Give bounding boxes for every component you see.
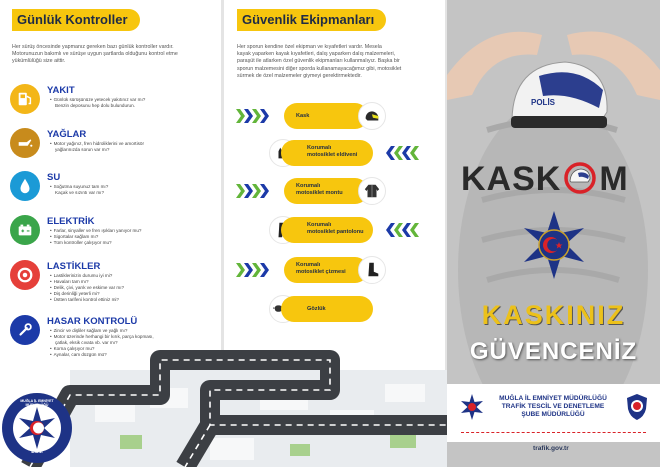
intro-line: paraşüt ile atlarken özel güvenlik ekipmanları kullanmalıyız. Başka bir	[237, 58, 400, 65]
directorate-line: TRAFİK TESCİL VE DENETLEME	[501, 403, 605, 411]
check-title: HASAR KONTROLÜ	[47, 316, 138, 327]
equipment-label	[296, 183, 343, 197]
check-line: • Soğutma suyunuz tam mı?	[55, 184, 108, 190]
check-line: • Zincir ve dişliler sağlam ve yağlı mı?	[55, 328, 154, 334]
check-line: • Lastiklerinizin durumu iyi mi?	[55, 273, 124, 279]
check-line: yağlarınızda sorun var mı?	[55, 146, 110, 152]
badge-abbr: EGM	[31, 449, 43, 455]
equipment-label-line: motosiklet montu	[296, 190, 343, 196]
equipment-goggles	[269, 296, 431, 322]
section-title-daily-checks: Günlük Kontroller	[12, 9, 140, 31]
kaskom-logo	[461, 160, 629, 199]
equipment-gloves	[269, 140, 431, 166]
check-line: • Üstten tarifeni kontrol ettiniz mi?	[55, 297, 124, 303]
helmet-label: POLİS	[531, 98, 556, 107]
chevron-arrows-icon	[236, 109, 268, 123]
equipment-jacket	[236, 178, 386, 204]
helmet-icon	[358, 102, 386, 130]
check-item-tires	[10, 260, 215, 312]
logo-text-right: M	[599, 160, 629, 198]
directorate-line: ŞUBE MÜDÜRLÜĞÜ	[521, 411, 585, 419]
chevron-arrows-icon	[236, 184, 268, 198]
check-line: • Havaları tam mı?	[55, 279, 124, 285]
equipment-label-line: Korumalı	[307, 222, 332, 228]
check-line: • Delik, çivi, yarık ve eskime var mı?	[55, 285, 124, 291]
equipment-label-line: motosiklet çizmesi	[296, 269, 346, 275]
equipment-label-line: Korumalı	[307, 145, 332, 151]
equipment-label-line: Korumalı	[296, 262, 321, 268]
muğla-police-badge	[1, 392, 73, 464]
intro-line: Her sürüş öncesinde yapmanız gereken bazı günlük kontroller vardır.	[12, 44, 174, 50]
check-line: • Farlar, sinyaller ve fren ışıkları yanıyor mu?	[55, 228, 141, 234]
logo-text-left: KASK	[461, 160, 562, 198]
equipment-pants	[269, 217, 431, 243]
check-title: YAKIT	[47, 85, 75, 96]
check-line: • Korna çalışıyor mu?	[55, 346, 154, 352]
check-line: • Motor üzerinde herhangi bir kırık, parça kopması,	[55, 334, 154, 340]
check-line: Kaçak ve sızıntı var mı?	[55, 189, 105, 195]
intro-line: yükümlülüğü size aittir.	[12, 58, 66, 65]
check-line: • Diş derinliği yeterli mi?	[55, 291, 124, 297]
intro-text	[12, 44, 217, 66]
check-line: • Sigortalar sağlam mı?	[55, 234, 141, 240]
headline-guvenceniz: GÜVENCENİZ	[469, 338, 638, 365]
check-line: • Günlük sürüşünüze yetecek yakıtınız var mı?	[55, 97, 145, 103]
intro-line: sporun malzemesini diğer sporda kullanamayacağımız gibi, motosiklet	[237, 65, 402, 72]
check-line: Benzin deposunu hep dolu bulundurun.	[55, 102, 135, 108]
directorate-name	[487, 395, 619, 420]
equipment-label-line: Korumalı	[296, 183, 321, 189]
oil-can-icon	[10, 128, 40, 158]
intro-line: sürmek de özel malzemeler giymeyi gerektirmektedir.	[237, 72, 362, 79]
check-title: SU	[47, 172, 61, 183]
water-drop-icon	[10, 171, 40, 201]
equipment-boots	[236, 257, 386, 283]
equipment-label: Kask	[296, 113, 310, 119]
panel-cover	[447, 0, 660, 467]
check-title: LASTİKLER	[47, 261, 101, 272]
intro-line: Motorunuzun bakımlı ve sürüşe uygun şartlarda olduğunu kontrol etme	[12, 51, 178, 58]
helmet-o-icon	[561, 162, 599, 192]
jacket-icon	[358, 177, 386, 205]
chevron-arrows-icon	[386, 223, 418, 237]
check-line: • Motor yağınız, fren hidroliklerini ve amortisör	[55, 141, 144, 147]
traffic-shield-icon	[625, 393, 649, 421]
equipment-label	[307, 145, 357, 159]
police-badge-icon	[461, 394, 483, 420]
chevron-arrows-icon	[386, 146, 418, 160]
headline-kaskiniz: KASKINIZ	[481, 300, 626, 330]
equipment-label	[307, 222, 364, 236]
equipment-label: Gözlük	[307, 306, 326, 312]
intro-text	[237, 44, 442, 80]
check-line: • Tüm kontroller çalışıyor mu?	[55, 240, 141, 246]
check-title: ELEKTRİK	[47, 216, 95, 227]
equipment-label-line: motosiklet eldiveni	[307, 152, 358, 158]
boot-icon	[358, 256, 386, 284]
intro-line: kayak yaparken kayak kıyafetleri, dalış yaparken dalış malzemeleri,	[237, 51, 396, 58]
directorate-line: MUĞLA İL EMNİYET MÜDÜRLÜĞÜ	[499, 395, 607, 402]
tire-icon	[10, 260, 40, 290]
chevron-arrows-icon	[236, 263, 268, 277]
check-title: YAĞLAR	[47, 129, 87, 140]
police-star-emblem	[520, 211, 588, 279]
badge-text: MUĞLA İL EMNİYET MÜDÜRLÜĞÜ	[20, 399, 54, 407]
section-title-safety-equipment: Güvenlik Ekipmanları	[237, 9, 386, 31]
equipment-helmet	[236, 103, 386, 129]
equipment-label-line: motosiklet pantolonu	[307, 229, 364, 235]
check-line: • Aynalar, cam düzgün mü?	[55, 352, 154, 358]
fuel-pump-icon	[10, 84, 40, 114]
divider	[461, 432, 646, 433]
intro-line: Her sporun kendine özel ekipman ve kıyafetleri vardır. Mesela	[237, 44, 382, 50]
website-link[interactable]: trafik.gov.tr	[533, 445, 569, 452]
check-line: çatlak, eksik cıvata vb. var mı?	[55, 339, 118, 345]
equipment-label	[296, 262, 346, 276]
battery-icon	[10, 215, 40, 245]
